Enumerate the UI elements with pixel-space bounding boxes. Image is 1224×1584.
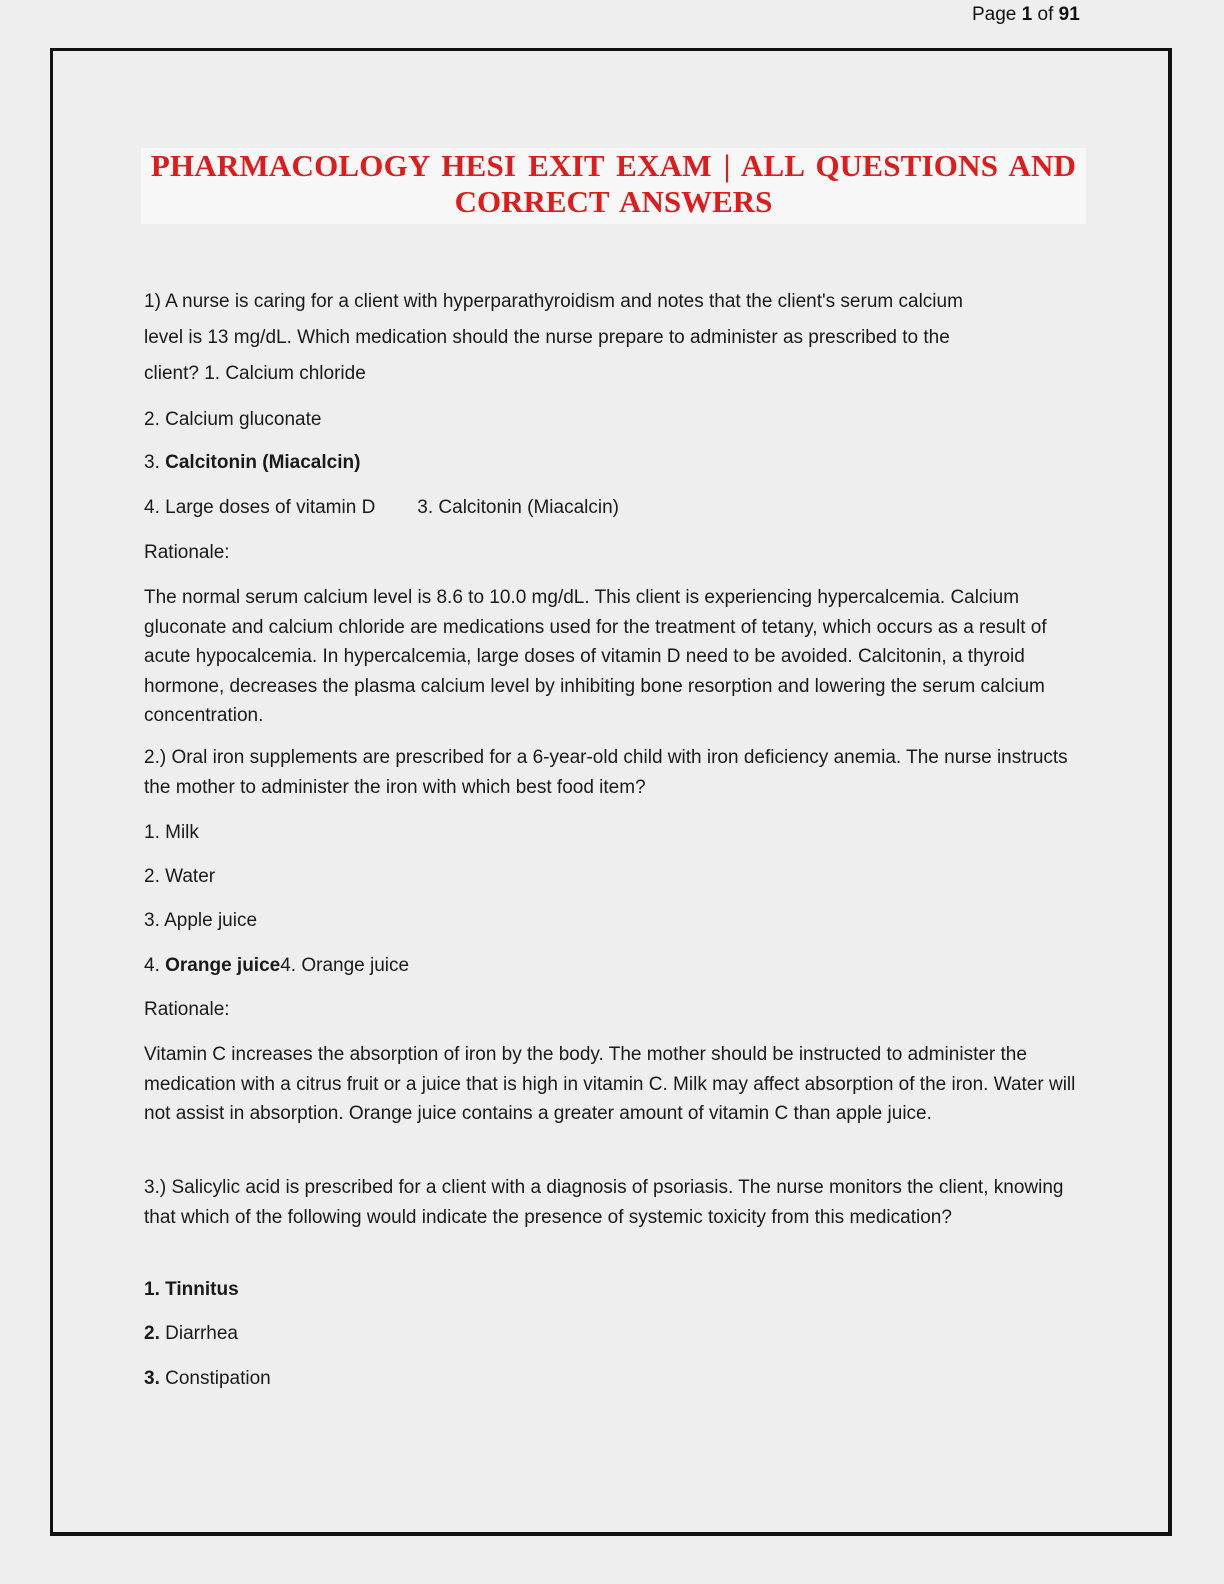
- page-current: 1: [1021, 4, 1033, 25]
- question-2-option-3: 3. Apple juice: [144, 910, 258, 931]
- question-3-option-3-text: Constipation: [165, 1368, 271, 1389]
- question-2-option-1: 1. Milk: [144, 822, 199, 843]
- question-2-option-2: 2. Water: [144, 866, 216, 887]
- question-2-option-4-text: Orange juice: [165, 955, 281, 976]
- question-2-rationale: Vitamin C increases the absorption of iron by the body. The mother should be instructed to administer the medication with a citrus fruit or a juice that is high in vitamin C. Milk may affect absorption of the iron. Water will not assist in absorption. Orange juice contains a greater amount of vitamin C than apple juice.: [144, 1044, 1076, 1124]
- page-label: Page: [972, 4, 1017, 25]
- question-1-option-3-number: 3.: [144, 452, 166, 473]
- question-1-option-4-row: [144, 493, 619, 522]
- question-2-option-4-number: 4.: [144, 955, 166, 976]
- question-3-option-2-number: 2.: [144, 1323, 166, 1344]
- question-3-stem: 3.) Salicylic acid is prescribed for a client with a diagnosis of psoriasis. The nurse monitors the client, knowing that which of the following would indicate the presence of systemic toxicity from this medication?: [144, 1177, 1064, 1228]
- question-2-stem: 2.) Oral iron supplements are prescribed for a 6-year-old child with iron deficiency anemia. The nurse instructs the mother to administer the iron with which best food item?: [144, 747, 1068, 798]
- question-1-rationale: The normal serum calcium level is 8.6 to 10.0 mg/dL. This client is experiencing hypercalcemia. Calcium gluconate and calcium chloride are medications used for the treatment of tetany, which occurs as a result of acute hypocalcemia. In hypercalcemia, large doses of vitamin D need to be avoided. Calcitonin, a thyroid hormone, decreases the plasma calcium level by inhibiting bone resorption and lowering the serum calcium concentration.: [144, 587, 1047, 726]
- question-3-option-1-text: Tinnitus: [165, 1279, 239, 1300]
- question-1-stem-line-1: 1) A nurse is caring for a client with hyperparathyroidism and notes that the client's serum calcium: [144, 291, 963, 312]
- title-line-2: CORRECT ANSWERS: [454, 184, 773, 219]
- question-1-rationale-label: Rationale:: [144, 542, 230, 563]
- question-2-option-4-row: [144, 951, 409, 980]
- question-3-option-1-number: 1.: [144, 1279, 166, 1300]
- question-1-option-3-text: Calcitonin (Miacalcin): [165, 452, 361, 473]
- question-2-rationale-label: Rationale:: [144, 999, 230, 1020]
- page-number: [972, 4, 1080, 26]
- question-1-stem: [144, 284, 963, 392]
- page-of: of: [1037, 4, 1054, 25]
- question-3-option-2-text: Diarrhea: [165, 1323, 238, 1344]
- question-2-answer: 4. Orange juice: [280, 955, 410, 976]
- page-total: 91: [1058, 4, 1080, 25]
- question-1-option-3: [144, 448, 360, 477]
- question-3-option-3-number: 3.: [144, 1368, 166, 1389]
- question-1-stem-line-2: level is 13 mg/dL. Which medication should the nurse prepare to administer as prescribed to the: [144, 327, 950, 348]
- question-1-option-2: 2. Calcium gluconate: [144, 409, 322, 430]
- question-1-option-4: 4. Large doses of vitamin D: [144, 497, 376, 518]
- question-1-stem-line-3: client? 1. Calcium chloride: [144, 363, 366, 384]
- question-3-option-2: [144, 1319, 238, 1348]
- question-3-option-1: [144, 1275, 239, 1304]
- question-1-answer: 3. Calcitonin (Miacalcin): [417, 497, 619, 518]
- title-line-1: PHARMACOLOGY HESI EXIT EXAM | ALL QUESTIONS AND: [150, 148, 1077, 183]
- document-title: [141, 148, 1086, 224]
- question-3-option-3: [144, 1364, 271, 1393]
